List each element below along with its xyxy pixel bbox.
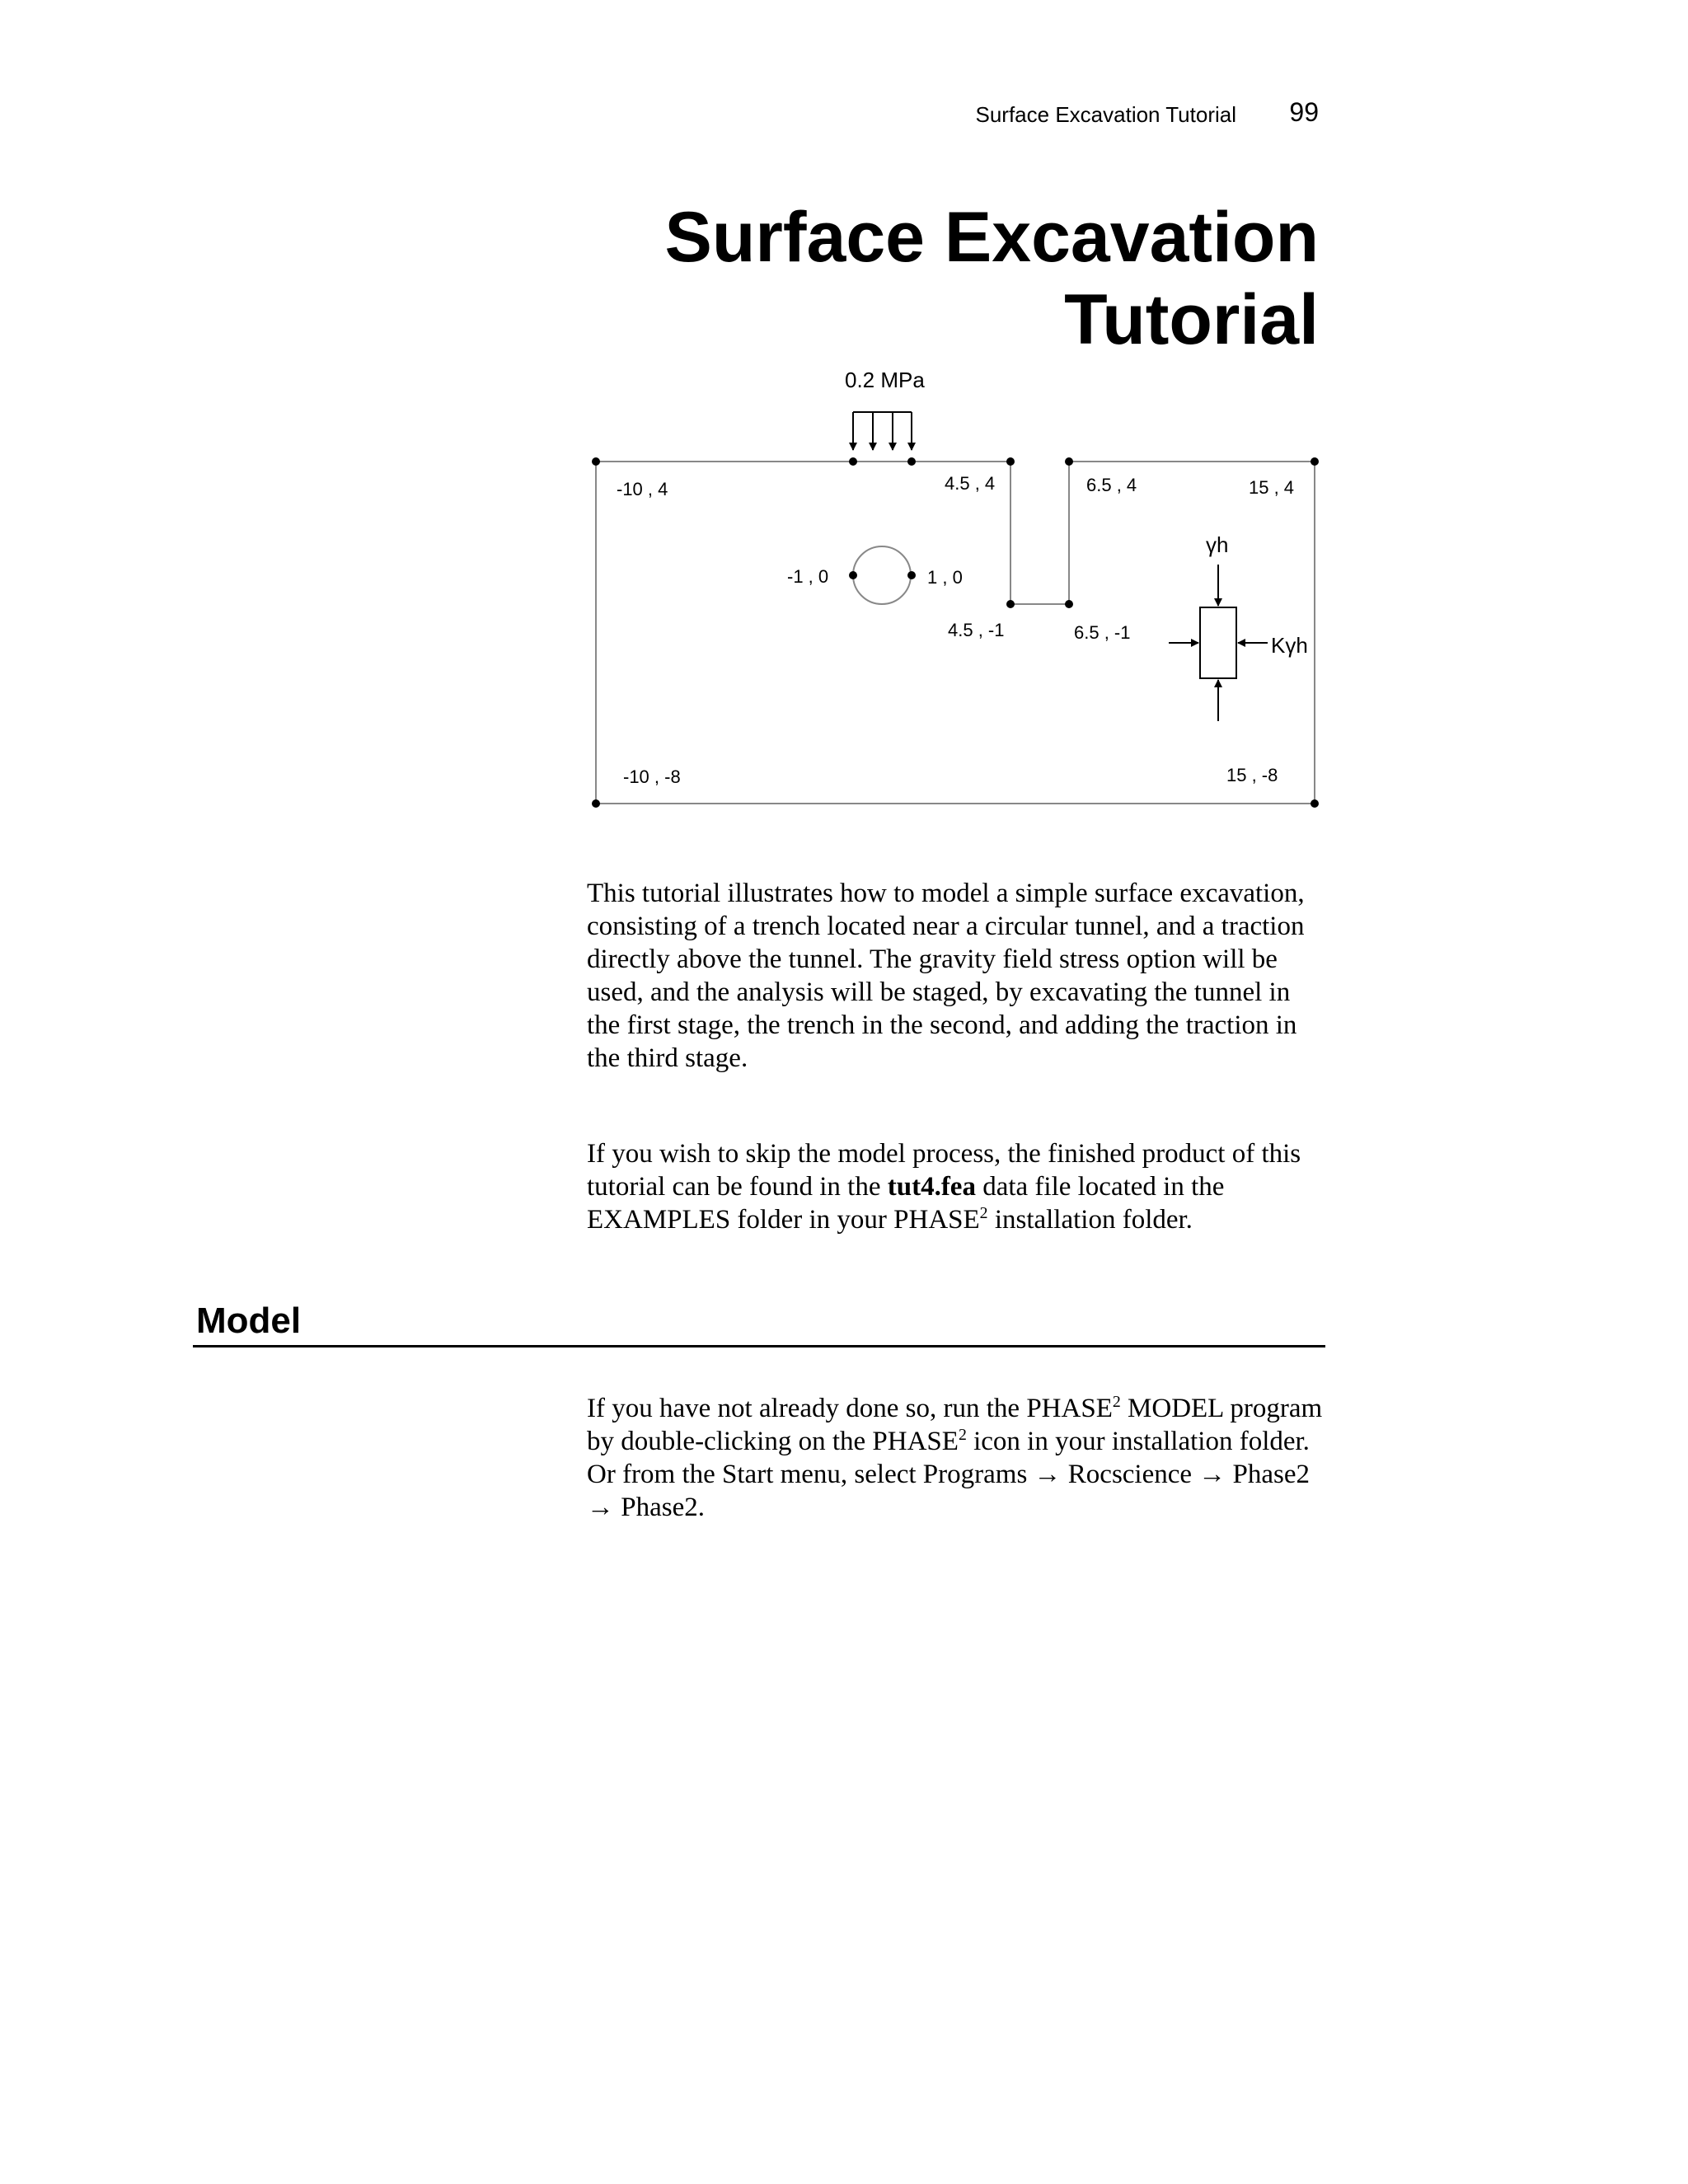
section-heading: Model — [196, 1301, 302, 1341]
model-text-2: MODEL program by double-clicking on the PHASE — [587, 1394, 1323, 1456]
coord-label-top-left: -10 , 4 — [617, 479, 668, 499]
traction-label: 0.2 MPa — [845, 368, 925, 392]
stress-element — [1169, 565, 1268, 721]
coord-label-trench-bottom-right: 6.5 , -1 — [1074, 622, 1131, 643]
coord-label-bottom-left: -10 , -8 — [623, 766, 681, 787]
skip-text-end: installation folder. — [987, 1205, 1193, 1235]
external-boundary — [596, 462, 1315, 804]
chapter-title: Surface Excavation Tutorial — [664, 198, 1319, 359]
vertical-stress-label: γh — [1206, 532, 1229, 557]
coord-label-tunnel-right: 1 , 0 — [927, 567, 963, 588]
skip-text-middle: data file located in the EXAMPLES folder in your PHASE — [587, 1172, 1225, 1235]
traction-load — [853, 412, 912, 450]
skip-paragraph — [587, 1137, 1329, 1236]
horizontal-stress-label: Kγh — [1271, 633, 1308, 658]
coord-label-trench-top-right: 6.5 , 4 — [1086, 475, 1137, 495]
model-text-1: If you have not already done so, run the PHASE — [587, 1394, 1113, 1423]
filename: tut4.fea — [887, 1172, 976, 1202]
superscript: 2 — [979, 1204, 988, 1222]
coord-label-tunnel-left: -1 , 0 — [787, 566, 829, 587]
tunnel-circle — [853, 546, 911, 604]
running-header — [907, 97, 1319, 138]
coord-label-bottom-right: 15 , -8 — [1226, 765, 1278, 785]
intro-paragraph: This tutorial illustrates how to model a simple surface excavation, consisting of a trench located near a circular tunnel, and a traction directly above the tunnel. The gravity field stress option will be used, and the analysis will be staged, by excavating the tunnel in the first stage, the trench in the second, and adding the traction in the third stage. — [587, 879, 1305, 1073]
vertex-markers — [592, 457, 1319, 808]
page-number: 99 — [1289, 97, 1319, 127]
model-paragraph — [587, 1392, 1329, 1524]
model-text-3: icon in your installation folder. Or from the Start menu, select Programs → Rocscience → Phase2 → Phase2. — [587, 1427, 1311, 1522]
skip-text-start: If you wish to skip the model process, the finished product of this tutorial can be found in the — [587, 1139, 1301, 1202]
coord-label-top-right: 15 , 4 — [1249, 477, 1295, 498]
running-title: Surface Excavation Tutorial — [975, 102, 1236, 127]
superscript: 2 — [958, 1426, 967, 1444]
section-divider — [193, 1345, 1325, 1347]
superscript: 2 — [1112, 1393, 1121, 1411]
coord-label-trench-bottom-left: 4.5 , -1 — [948, 620, 1005, 640]
coord-label-trench-top-left: 4.5 , 4 — [945, 473, 996, 494]
